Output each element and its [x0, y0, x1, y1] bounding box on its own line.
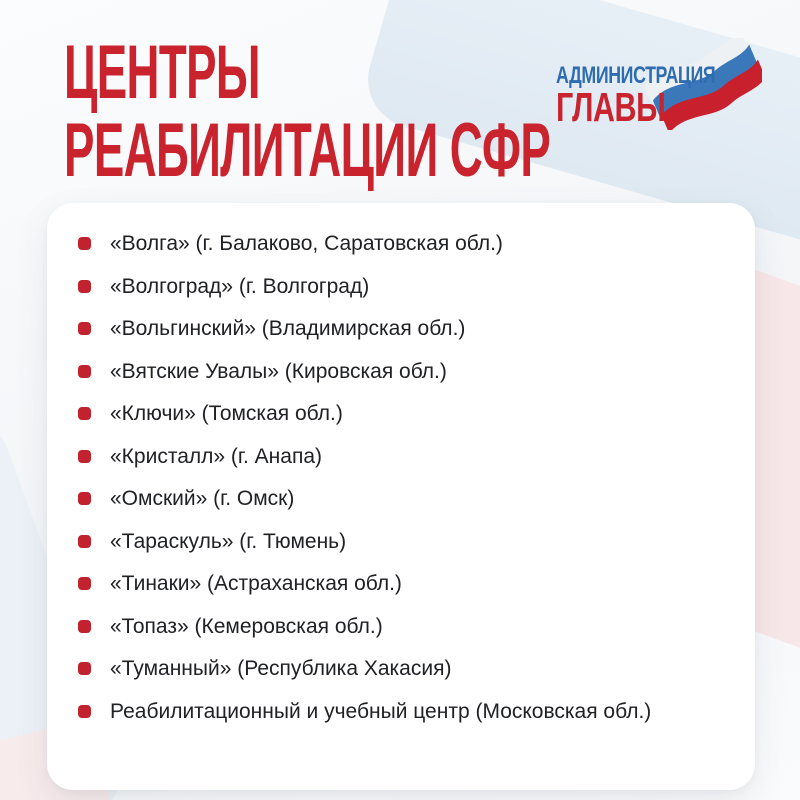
- list-item: [78, 568, 719, 600]
- list-item-label: Реабилитационный и учебный центр (Московская обл.): [110, 699, 652, 723]
- list-item: [78, 398, 719, 430]
- bullet-icon: [78, 535, 91, 548]
- list-item-label: «Омский» (г. Омск): [110, 487, 295, 510]
- bullet-icon: [78, 662, 91, 675]
- list-item-label: «Топаз» (Кемеровская обл.): [110, 614, 383, 638]
- bullet-icon: [78, 322, 91, 335]
- centers-card: [47, 203, 755, 790]
- list-item-label: «Вольгинский» (Владимирская обл.): [110, 317, 466, 340]
- bullet-icon: [78, 620, 91, 633]
- list-item: [78, 611, 719, 643]
- list-item: [78, 526, 719, 558]
- list-item: [78, 271, 719, 303]
- bullet-icon: [78, 450, 91, 463]
- centers-list: [47, 203, 755, 727]
- list-item-label: «Вятские Увалы» (Кировская обл.): [110, 359, 447, 383]
- logo-line2: ГЛАВЫ: [556, 84, 666, 130]
- list-item-label: «Туманный» (Республика Хакасия): [110, 657, 452, 680]
- bullet-icon: [78, 492, 91, 505]
- bullet-icon: [78, 365, 91, 378]
- page-title: [64, 30, 551, 193]
- list-item: [78, 356, 719, 388]
- list-item-label: «Тинаки» (Астраханская обл.): [110, 572, 402, 595]
- list-item: [78, 696, 719, 728]
- logo-text: [556, 62, 716, 130]
- bullet-icon: [78, 407, 91, 420]
- bullet-icon: [78, 280, 91, 293]
- list-item: [78, 483, 719, 515]
- list-item-label: «Волга» (г. Балаково, Саратовская обл.): [110, 232, 503, 255]
- list-item: [78, 313, 719, 345]
- bullet-icon: [78, 577, 91, 590]
- logo-line1: АДМИНИСТРАЦИЯ: [556, 62, 716, 89]
- list-item: [78, 441, 719, 473]
- list-item-label: «Ключи» (Томская обл.): [110, 402, 343, 425]
- list-item-label: «Волгоград» (г. Волгоград): [110, 274, 370, 298]
- administration-logo: [552, 40, 762, 130]
- bullet-icon: [78, 237, 91, 250]
- list-item-label: «Тараскуль» (г. Тюмень): [110, 529, 347, 553]
- list-item: [78, 228, 719, 260]
- page-title-line2: РЕАБИЛИТАЦИИ СФР: [64, 108, 551, 193]
- list-item-label: «Кристалл» (г. Анапа): [110, 444, 322, 468]
- list-item: [78, 653, 719, 685]
- bullet-icon: [78, 705, 91, 718]
- page-title-line1: ЦЕНТРЫ: [64, 30, 260, 115]
